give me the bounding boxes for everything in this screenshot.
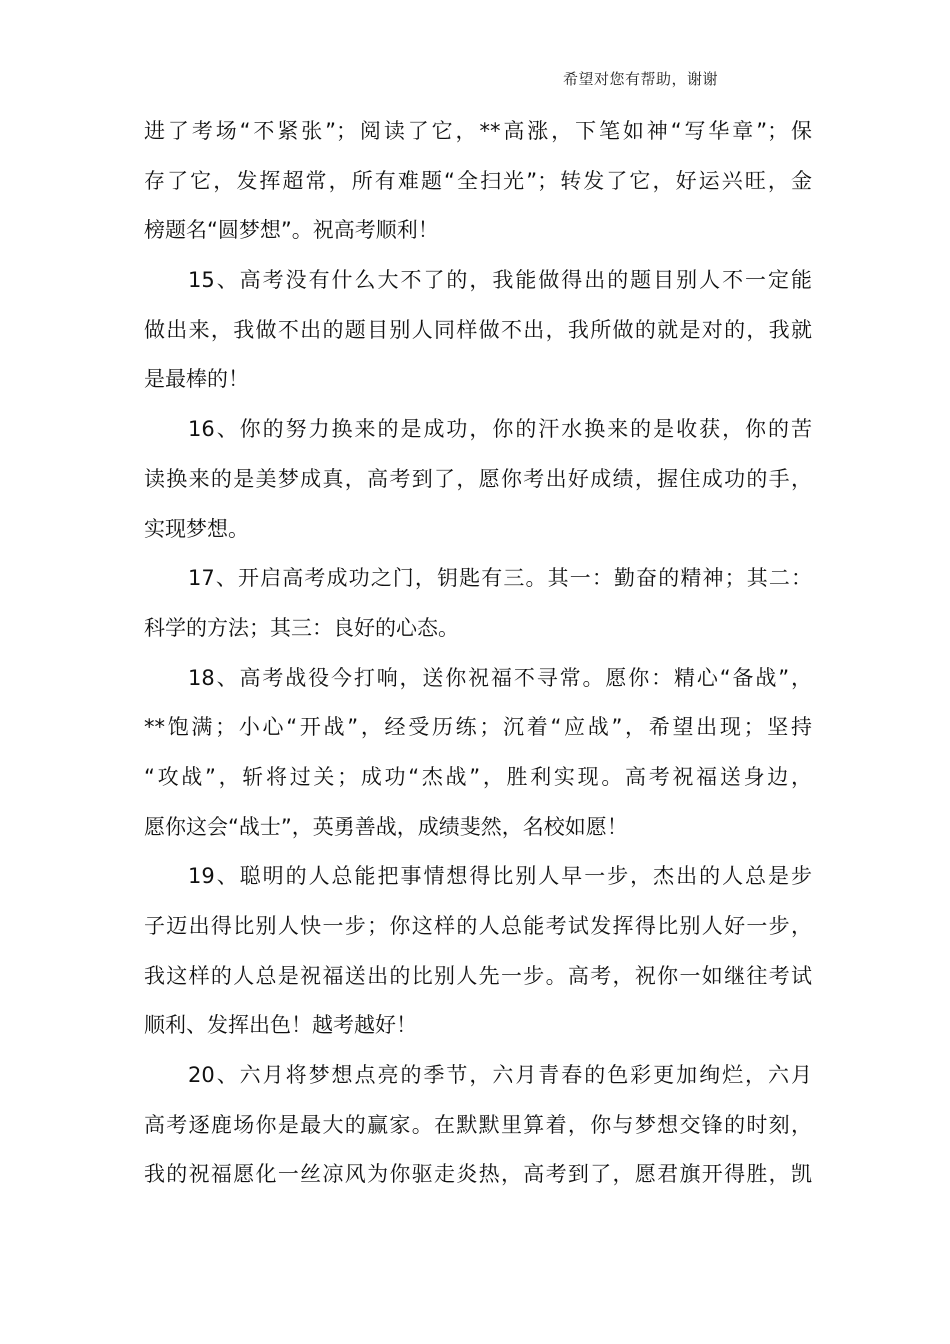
- text-line: 科学的方法；其三：良好的心态。: [144, 615, 459, 640]
- text-line: 我的祝福愿化一丝凉风为你驱走炎热，高考到了，愿君旗开得胜，凯: [144, 1162, 812, 1187]
- text-line: **饱满；小心“开战”，经受历练；沉着“应战”，希望出现；坚持: [144, 715, 812, 740]
- paragraph-16-start: 16、你的努力换来的是成功，你的汗水换来的是收获，你的苦: [188, 417, 812, 442]
- text-line: “攻战”，斩将过关；成功“杰战”，胜利实现。高考祝福送身边，: [144, 764, 812, 789]
- text-line: 我这样的人总是祝福送出的比别人先一步。高考，祝你一如继往考试: [144, 963, 812, 988]
- text-line: 榜题名“圆梦想”。祝高考顺利！: [144, 218, 439, 243]
- paragraph-20-start: 20、六月将梦想点亮的季节，六月青春的色彩更加绚烂，六月: [188, 1063, 812, 1088]
- text-line: 实现梦想。: [144, 516, 249, 541]
- text-line: 做出来，我做不出的题目别人同样做不出，我所做的就是对的，我就: [144, 317, 812, 342]
- text-line: 是最棒的！: [144, 367, 249, 392]
- text-line: 进了考场“不紧张”；阅读了它，**高涨，下笔如神“写华章”；保: [144, 119, 812, 143]
- text-line: 存了它，发挥超常，所有难题“全扫光”；转发了它，好运兴旺，金: [144, 168, 812, 193]
- text-line: 读换来的是美梦成真，高考到了，愿你考出好成绩，握住成功的手，: [144, 466, 812, 491]
- text-line: 愿你这会“战士”，英勇善战，成绩斐然，名校如愿！: [144, 814, 628, 839]
- paragraph-15-start: 15、高考没有什么大不了的，我能做得出的题目别人不一定能: [188, 268, 812, 293]
- paragraph-19-start: 19、聪明的人总能把事情想得比别人早一步，杰出的人总是步: [188, 864, 812, 889]
- paragraph-17-start: 17、开启高考成功之门，钥匙有三。其一：勤奋的精神；其二：: [188, 566, 812, 591]
- paragraph-18-start: 18、高考战役今打响，送你祝福不寻常。愿你：精心“备战”，: [188, 665, 812, 690]
- page-header-note: 希望对您有帮助，谢谢: [563, 70, 719, 88]
- text-line: 顺利、发挥出色！越考越好！: [144, 1013, 417, 1038]
- text-line: 子迈出得比别人快一步；你这样的人总能考试发挥得比别人好一步，: [144, 914, 812, 938]
- text-line: 高考逐鹿场你是最大的赢家。在默默里算着，你与梦想交锋的时刻，: [144, 1112, 812, 1137]
- document-body: [144, 107, 812, 1200]
